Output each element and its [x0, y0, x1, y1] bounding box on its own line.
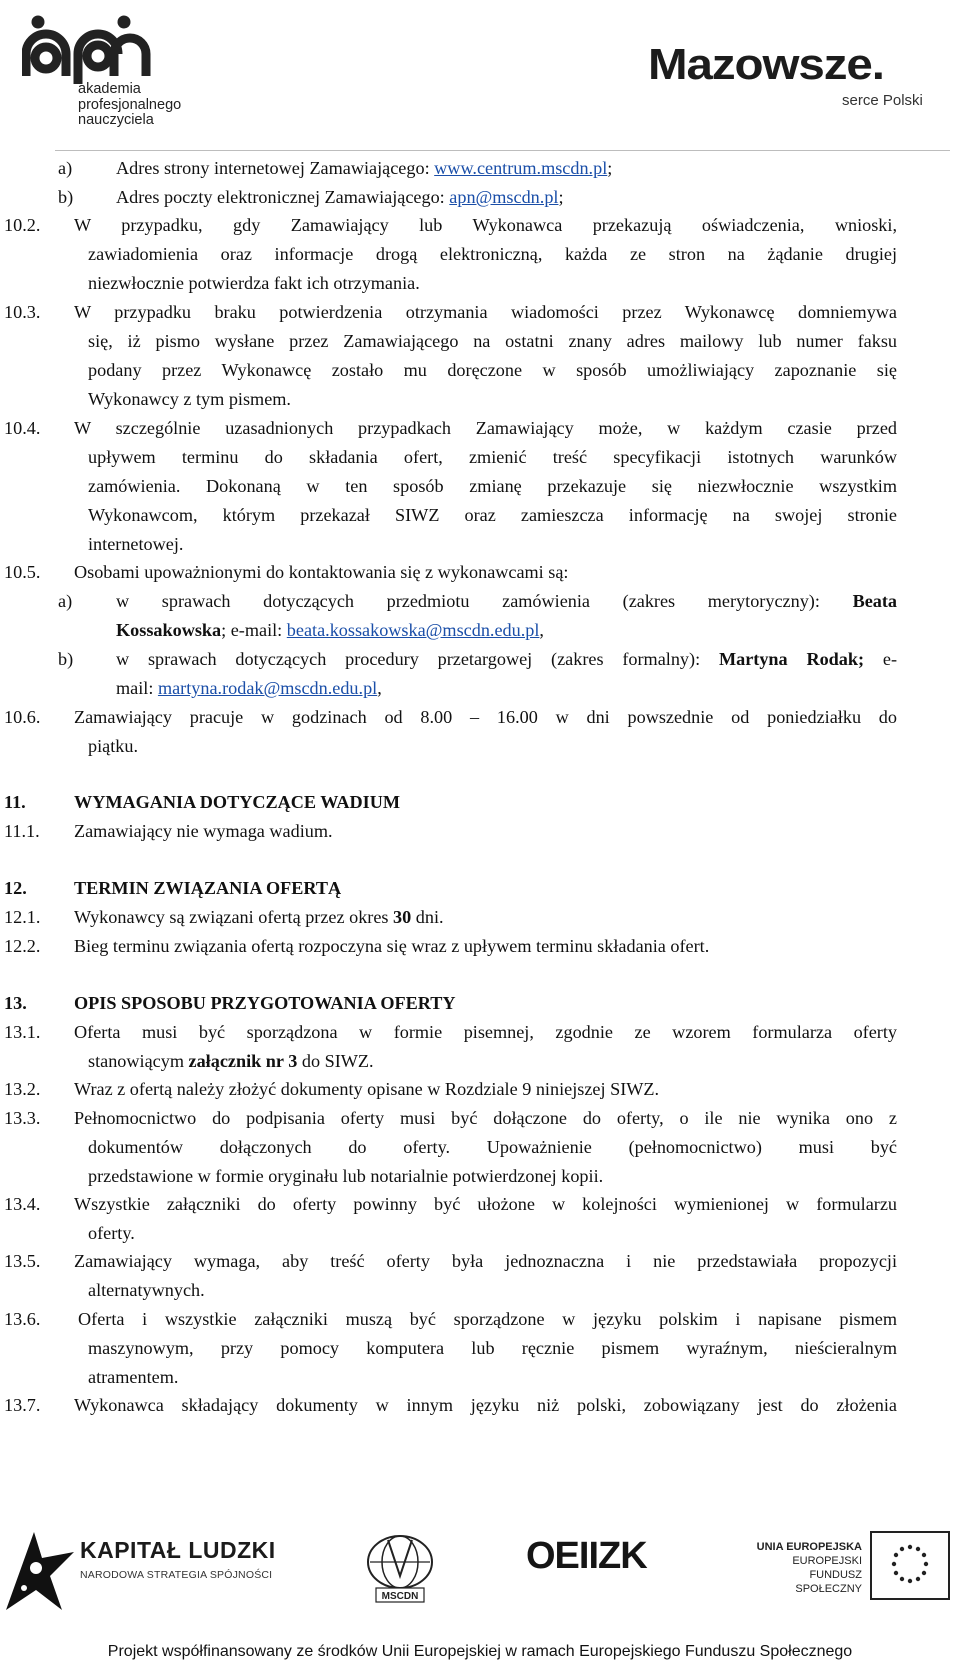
contact-name: Beata	[852, 591, 898, 611]
section-heading: WYMAGANIA DOTYCZĄCE WADIUM	[74, 792, 401, 812]
section-number: 10.6.	[4, 707, 41, 727]
section-number: 13.1.	[4, 1022, 41, 1042]
section-number: 13.3.	[4, 1108, 41, 1128]
item-text: Wykonawcy są związani ofertą przez okres	[74, 907, 394, 927]
apn-logo-text	[78, 82, 181, 129]
paragraph-line: Wykonawcom, którym przekazał SIWZ oraz zamieszcza informację na swojej stronie	[88, 505, 897, 525]
section-number: 13.6.	[4, 1309, 41, 1329]
paragraph-line: przedstawione w formie oryginału lub notarialnie potwierdzonej kopii.	[88, 1166, 604, 1186]
section-number: 13.2.	[4, 1079, 41, 1099]
paragraph-line: alternatywnych.	[88, 1280, 205, 1300]
page-header	[0, 0, 960, 150]
section-number: 10.4.	[4, 418, 41, 438]
paragraph-line: W przypadku, gdy Zamawiający lub Wykonawca przekazują oświadczenia, wnioski,	[74, 215, 897, 235]
section-number: 10.5.	[4, 562, 41, 582]
paragraph-line: upływem terminu do składania ofert, zmienić treść specyfikacji istotnych warunków	[88, 447, 897, 467]
paragraph-line: oferty.	[88, 1223, 135, 1243]
item-text: mail:	[116, 678, 158, 698]
eu-line-3: FUNDUSZ SPOŁECZNY	[795, 1569, 862, 1595]
paragraph-line	[116, 590, 897, 612]
paragraph-line: piątku.	[88, 736, 139, 756]
section-number: 13.7.	[4, 1395, 41, 1415]
paragraph-line: zawiadomienia oraz informacje drogą elektroniczną, każda ze stron na żądanie drugiej	[88, 244, 897, 264]
apn-logo-mark	[22, 14, 162, 84]
mazowsze-logo-subtitle: serce Polski	[842, 92, 923, 109]
oeiizk-logo: OEIIZK	[526, 1535, 647, 1577]
paragraph-line: Zamawiający wymaga, aby treść oferty była jednoznaczna i nie przedstawiała propozycji	[74, 1251, 897, 1271]
item-text: w sprawach dotyczących przedmiotu zamówienia (zakres merytoryczny):	[116, 591, 820, 611]
kapital-ludzki-title: KAPITAŁ LUDZKI	[80, 1537, 276, 1563]
item-text: Adres poczty elektronicznej Zamawiającego:	[116, 187, 450, 207]
item-text: do SIWZ.	[297, 1051, 374, 1071]
paragraph-line: podany przez Wykonawcę zostało mu doręczone w sposób umożliwiający zapoznanie się	[88, 360, 897, 380]
paragraph-line: W przypadku braku potwierdzenia otrzymania wiadomości przez Wykonawcę domniemywa	[74, 302, 897, 322]
footer-funding-note: Projekt współfinansowany ze środków Unii Europejskiej w ramach Europejskiego Funduszu Społecznego	[107, 1643, 853, 1660]
paragraph-line: Bieg terminu związania ofertą rozpoczyna się wraz z upływem terminu składania ofert.	[74, 936, 710, 956]
item-text: Adres strony internetowej Zamawiającego:	[116, 158, 435, 178]
paragraph-line	[88, 1050, 374, 1072]
paragraph-line: atramentem.	[88, 1367, 179, 1387]
paragraph-line: Wraz z ofertą należy złożyć dokumenty opisane w Rozdziale 9 niniejszej SIWZ.	[74, 1079, 660, 1099]
header-divider	[55, 150, 950, 151]
item-number: b)	[58, 187, 74, 207]
section-heading: TERMIN ZWIĄZANIA OFERTĄ	[74, 878, 342, 898]
mscdn-logo	[360, 1526, 440, 1606]
section-number: 12.	[4, 878, 27, 898]
paragraph-line: Oferta i wszystkie załączniki muszą być sporządzone w języku polskim i napisane pismem	[78, 1309, 897, 1329]
paragraph-line: Wykonawca składający dokumenty w innym języku niż polski, zobowiązany jest do złożenia	[74, 1395, 897, 1415]
paragraph-line: Osobami upoważnionymi do kontaktowania się z wykonawcami są:	[74, 562, 569, 582]
section-number: 12.1.	[4, 907, 41, 927]
mazowsze-logo	[642, 40, 942, 115]
list-item	[116, 157, 612, 179]
section-number: 11.1.	[4, 821, 40, 841]
kapital-ludzki-subtitle: NARODOWA STRATEGIA SPÓJNOŚCI	[80, 1569, 273, 1581]
section-number: 12.2.	[4, 936, 41, 956]
paragraph-line: Wykonawcy z tym pismem.	[88, 389, 291, 409]
eu-logo-text	[742, 1540, 862, 1596]
item-text: dni.	[411, 907, 444, 927]
contact-name: Martyna Rodak;	[718, 649, 865, 669]
punctuation: ;	[558, 187, 564, 207]
item-text: e-	[882, 649, 898, 669]
list-item	[116, 186, 564, 208]
email-link[interactable]: beata.kossakowska@mscdn.edu.pl	[286, 620, 540, 640]
item-number: b)	[58, 649, 74, 669]
paragraph-line: Zamawiający pracuje w godzinach od 8.00 – 16.00 w dni powszednie od poniedziałku do	[74, 707, 897, 727]
eu-line-1: UNIA EUROPEJSKA	[756, 1541, 862, 1553]
paragraph-line: się, iż pismo wysłane przez Zamawiającego na ostatni znany adres mailowy lub numer faksu	[88, 331, 897, 351]
paragraph-line: zamówienia. Dokonaną w ten sposób zmianę przekazuje się niezwłocznie wszystkim	[88, 476, 897, 496]
item-number: a)	[58, 591, 73, 611]
email-link[interactable]: martyna.rodak@mscdn.edu.pl	[157, 678, 378, 698]
apn-line-1: akademia	[78, 81, 141, 97]
item-text: ; e-mail:	[221, 620, 287, 640]
kapital-ludzki-star-icon	[6, 1532, 74, 1610]
eu-stars-icon	[872, 1533, 948, 1598]
apn-logo	[22, 14, 222, 139]
bold-value: 30	[393, 907, 412, 927]
item-text: w sprawach dotyczących procedury przetargowej (zakres formalny):	[116, 649, 701, 669]
punctuation: ,	[377, 678, 382, 698]
paragraph-line: Oferta musi być sporządzona w formie pisemnej, zgodnie ze wzorem formularza oferty	[74, 1022, 897, 1042]
section-number: 13.5.	[4, 1251, 41, 1271]
paragraph-line	[116, 619, 544, 641]
item-text: stanowiącym	[88, 1051, 189, 1071]
bold-value: załącznik nr 3	[188, 1051, 298, 1071]
item-number: a)	[58, 158, 73, 178]
section-heading: OPIS SPOSOBU PRZYGOTOWANIA OFERTY	[74, 993, 456, 1013]
paragraph-line: dokumentów dołączonych do oferty. Upoważnienie (pełnomocnictwo) musi być	[88, 1137, 897, 1157]
section-number: 13.	[4, 993, 27, 1013]
paragraph-line: W szczególnie uzasadnionych przypadkach Zamawiający może, w każdym czasie przed	[74, 418, 897, 438]
paragraph-line	[116, 677, 382, 699]
paragraph-line	[116, 648, 897, 670]
paragraph-line: internetowej.	[88, 534, 184, 554]
section-number: 11.	[4, 792, 26, 812]
paragraph-line: maszynowym, przy pomocy komputera lub ręcznie pismem wyraźnym, nieścieralnym	[88, 1338, 897, 1358]
mazowsze-logo-word: Mazowsze.	[648, 40, 884, 89]
apn-line-3: nauczyciela	[78, 112, 154, 128]
punctuation: ;	[607, 158, 613, 178]
eu-line-2: EUROPEJSKI	[792, 1555, 862, 1567]
contact-name: Kossakowska	[116, 620, 222, 640]
paragraph-line: Pełnomocnictwo do podpisania oferty musi być dołączone do oferty, o ile nie wynika ono z	[74, 1108, 897, 1128]
section-number: 13.4.	[4, 1194, 41, 1214]
paragraph-line: Zamawiający nie wymaga wadium.	[74, 821, 333, 841]
section-number: 10.3.	[4, 302, 41, 322]
website-link[interactable]: www.centrum.mscdn.pl	[434, 158, 608, 178]
eu-flag-icon	[870, 1531, 950, 1600]
paragraph-line: Wszystkie załączniki do oferty powinny być ułożone w kolejności wymienionej w formularzu	[74, 1194, 897, 1214]
paragraph-line: niezwłocznie potwierdza fakt ich otrzymania.	[88, 273, 420, 293]
apn-line-2: profesjonalnego	[78, 96, 182, 113]
email-link[interactable]: apn@mscdn.pl	[449, 187, 559, 207]
mscdn-logo-label: MSCDN	[381, 1591, 419, 1602]
paragraph-line	[74, 906, 444, 928]
punctuation: ,	[539, 620, 544, 640]
section-number: 10.2.	[4, 215, 41, 235]
